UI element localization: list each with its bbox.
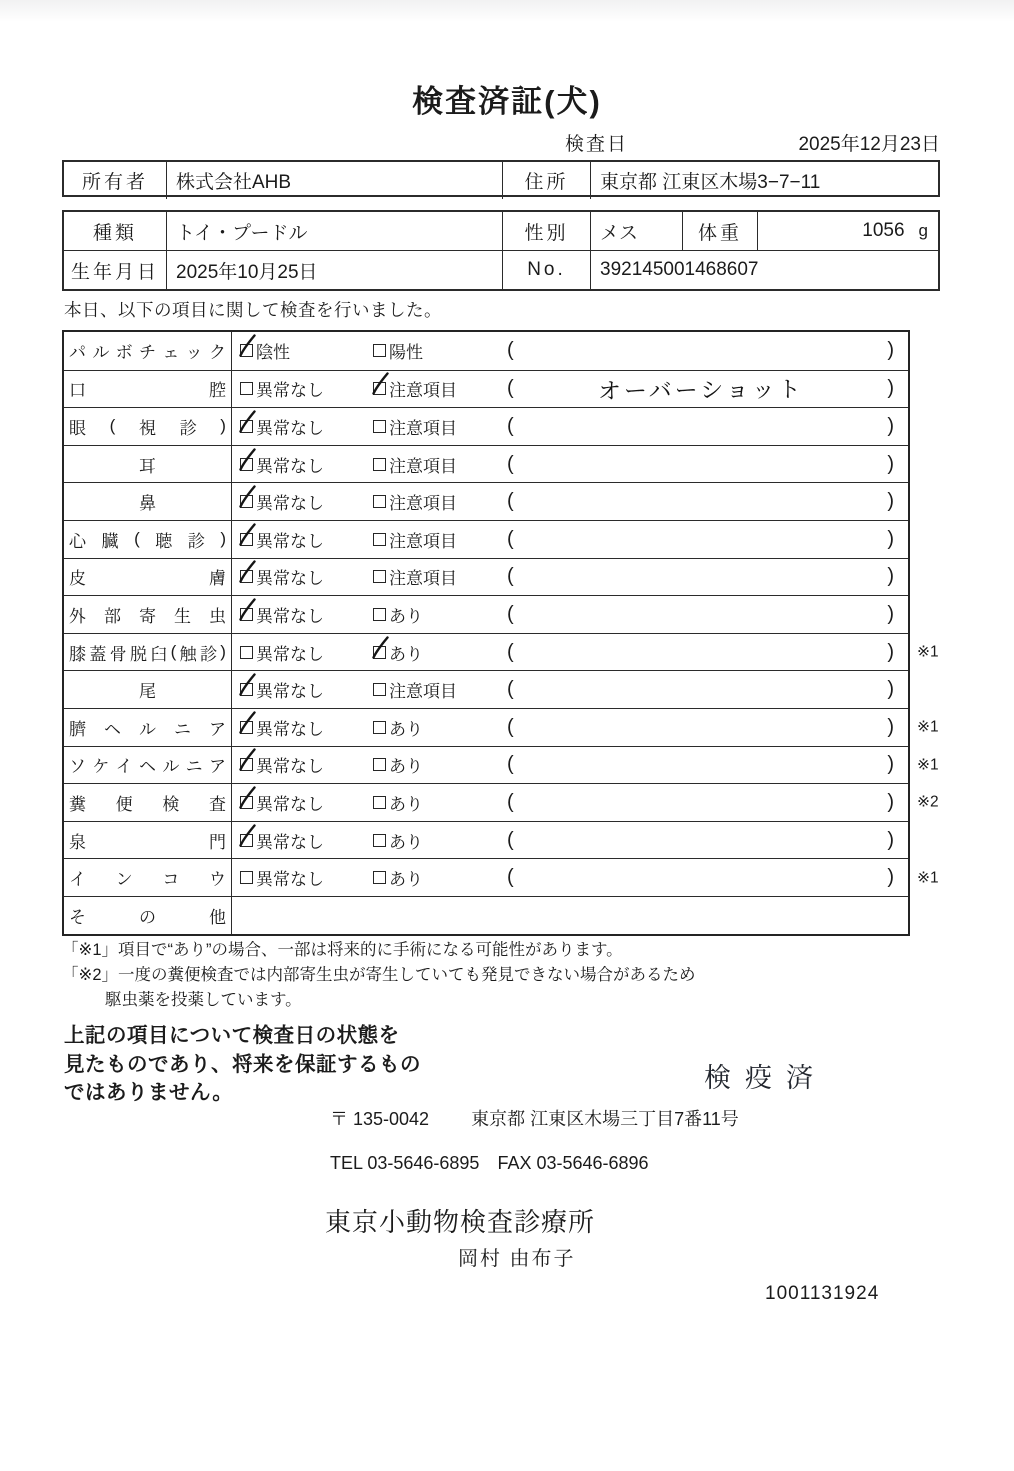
row-label: 糞 便 検 査 (64, 784, 232, 821)
checkbox-icon (373, 495, 386, 508)
option-label: 異常なし (256, 794, 324, 814)
paren-close: ) (887, 452, 894, 475)
row-label: 鼻 (64, 483, 232, 520)
sex-label: 性別 (503, 212, 591, 250)
checklist-row (64, 821, 908, 859)
option-label: 注意項目 (389, 494, 457, 514)
paren-open: ( (507, 828, 514, 851)
check-mark-icon (237, 447, 259, 473)
intro-sentence: 本日、以下の項目に関して検査を行いました。 (64, 300, 442, 320)
checkbox-icon (240, 834, 253, 847)
note-area (507, 453, 908, 476)
option-label: 注意項目 (389, 569, 457, 589)
checkbox-icon (373, 570, 386, 583)
option-label: 異常なし (256, 381, 324, 401)
checkbox-option (373, 452, 507, 477)
paren-open: ( (507, 790, 514, 813)
checkbox-icon (373, 871, 386, 884)
handwritten-note (514, 838, 888, 842)
checkbox-option (373, 677, 507, 702)
row-options (232, 784, 908, 821)
checkbox-option (373, 640, 507, 665)
option-label: あり (389, 832, 423, 852)
row-options (232, 408, 908, 445)
clinic-tel: TEL 03-5646-6895 (330, 1153, 480, 1173)
checklist-body (64, 332, 939, 934)
checkbox-icon (373, 796, 386, 809)
birthdate-value: 2025年10月25日 (167, 251, 503, 289)
footnote-mark: ※1 (917, 869, 939, 887)
checkbox-icon (240, 458, 253, 471)
note-area (507, 716, 908, 739)
row-options (232, 483, 908, 520)
checkbox-icon (240, 608, 253, 621)
row-options (232, 897, 908, 934)
checkbox-icon (240, 344, 253, 357)
checkbox-icon (373, 420, 386, 433)
option-label: 異常なし (256, 870, 324, 890)
veterinarian-name: 岡村 由布子 (458, 1248, 576, 1270)
row-options (232, 371, 908, 408)
checkbox-icon (240, 382, 253, 395)
checklist-row (64, 558, 908, 596)
paren-close: ) (887, 414, 894, 437)
checkbox-option (240, 564, 373, 589)
disclaimer-line-2: 見たものであり、将来を保証するもの (64, 1052, 421, 1076)
paren-open: ( (507, 640, 514, 663)
serial-number: 1001131924 (765, 1283, 880, 1304)
checkbox-option (240, 790, 373, 815)
checkbox-icon (240, 570, 253, 583)
no-label: No. (503, 251, 591, 289)
check-mark-icon (237, 597, 259, 623)
option-label: 異常なし (256, 832, 324, 852)
checklist-row (64, 482, 908, 520)
option-label: あり (389, 757, 423, 777)
checkbox-option (240, 640, 373, 665)
handwritten-note (514, 349, 888, 353)
inspection-date-row (62, 129, 940, 153)
checkbox-icon (240, 420, 253, 433)
paren-close: ) (887, 678, 894, 701)
scan-artifact (0, 0, 1014, 22)
option-label: あり (389, 794, 423, 814)
handwritten-note (514, 876, 888, 880)
checklist-row (64, 670, 908, 708)
check-mark-icon (237, 522, 259, 548)
weight-value: 1056 (862, 220, 905, 241)
paren-open: ( (507, 715, 514, 738)
sex-value: メス (591, 212, 683, 250)
row-label: 臍 ヘ ル ニ ア (64, 709, 232, 746)
checklist-row (64, 896, 908, 934)
check-mark-icon (237, 747, 259, 773)
checkbox-option (373, 752, 507, 777)
option-label: あり (389, 870, 423, 890)
row-options (232, 747, 908, 784)
checkbox-option (373, 564, 507, 589)
checkbox-option (373, 527, 507, 552)
checklist-row (64, 370, 908, 408)
paren-open: ( (507, 339, 514, 362)
row-options (232, 559, 908, 596)
checkbox-icon (373, 382, 386, 395)
row-label: 外 部 寄 生 虫 (64, 596, 232, 633)
checkbox-icon (373, 758, 386, 771)
checkbox-option (373, 715, 507, 740)
breed-label: 種類 (64, 212, 167, 250)
footnote-2: 「※2」一度の糞便検査では内部寄生虫が寄生していても発見できない場合があるため (62, 966, 696, 984)
row-options (232, 521, 908, 558)
checkbox-icon (373, 721, 386, 734)
check-mark-icon (237, 559, 259, 585)
owner-value: 株式会社AHB (167, 162, 503, 199)
owner-info-box (62, 160, 940, 197)
check-mark-icon (237, 785, 259, 811)
paren-open: ( (507, 602, 514, 625)
paren-close: ) (887, 640, 894, 663)
clinic-tel-line (330, 1153, 649, 1174)
row-label: そ の 他 (64, 897, 232, 934)
check-mark-icon (237, 710, 259, 736)
checkbox-option (240, 715, 373, 740)
row-options (232, 634, 908, 671)
checkbox-icon (240, 495, 253, 508)
weight-value-cell (758, 212, 938, 250)
checkbox-option (240, 865, 373, 890)
option-label: 注意項目 (389, 381, 457, 401)
option-label: 異常なし (256, 494, 324, 514)
clinic-postal-code: 〒 135-0042 (330, 1109, 430, 1129)
note-area (507, 372, 908, 405)
row-label: 泉 門 (64, 822, 232, 859)
check-mark-icon (370, 635, 392, 661)
check-mark-icon (237, 484, 259, 510)
checklist-row (64, 858, 939, 896)
option-label: 注意項目 (389, 418, 457, 438)
clinic-name: 東京小動物検査診療所 (325, 1207, 596, 1237)
no-value: 392145001468607 (600, 259, 759, 280)
option-label: 異常なし (256, 456, 324, 476)
checkbox-option (373, 790, 507, 815)
check-mark-icon (370, 371, 392, 397)
checkbox-option (373, 338, 507, 363)
option-label: 注意項目 (389, 531, 457, 551)
note-area (507, 490, 908, 513)
handwritten-note (514, 537, 888, 541)
checkbox-option (240, 376, 373, 401)
row-label: 口 腔 (64, 371, 232, 408)
checklist-row (64, 708, 939, 746)
option-label: 異常なし (256, 418, 324, 438)
row-options (232, 859, 908, 896)
option-label: 異常なし (256, 682, 324, 702)
checkbox-option (373, 414, 507, 439)
row-label: 眼 ( 視 診 ) (64, 408, 232, 445)
address-value: 東京都 江東区木場3−7−11 (600, 172, 821, 193)
checkbox-option (240, 527, 373, 552)
handwritten-note (514, 688, 888, 692)
checkbox-option (373, 865, 507, 890)
footnote-mark: ※2 (917, 793, 939, 811)
checkbox-icon (240, 533, 253, 546)
row-label: 心 臓 ( 聴 診 ) (64, 521, 232, 558)
paren-open: ( (507, 753, 514, 776)
checklist-row (64, 445, 908, 483)
checkbox-option (373, 489, 507, 514)
check-mark-icon (237, 409, 259, 435)
note-area (507, 565, 908, 588)
option-label: 注意項目 (389, 456, 457, 476)
paren-open: ( (507, 565, 514, 588)
option-label: 陽性 (389, 343, 423, 363)
checklist-row (64, 407, 908, 445)
checkbox-icon (373, 458, 386, 471)
checklist-row (64, 332, 908, 370)
note-area (507, 791, 908, 814)
row-options (232, 446, 908, 483)
option-label: あり (389, 719, 423, 739)
paren-open: ( (507, 490, 514, 513)
animal-info-box (62, 210, 940, 291)
note-area (507, 415, 908, 438)
handwritten-note (514, 462, 888, 466)
footnote-mark: ※1 (917, 643, 939, 661)
paren-open: ( (507, 414, 514, 437)
option-label: 異常なし (256, 569, 324, 589)
footnote-mark: ※1 (917, 718, 939, 736)
checkbox-option (373, 828, 507, 853)
option-label: あり (389, 606, 423, 626)
row-label: 皮 膚 (64, 559, 232, 596)
footnote-1: 「※1」項目で“あり”の場合、一部は将来的に手術になる可能性があります。 (62, 941, 623, 959)
checklist-row (64, 746, 939, 784)
inspection-date-value: 2025年12月23日 (798, 134, 940, 155)
check-mark-icon (237, 672, 259, 698)
paren-close: ) (887, 339, 894, 362)
row-options (232, 709, 908, 746)
checklist-table (62, 330, 939, 936)
row-options (232, 822, 908, 859)
paren-open: ( (507, 452, 514, 475)
row-label: 尾 (64, 671, 232, 708)
checkbox-icon (373, 834, 386, 847)
checkbox-icon (373, 683, 386, 696)
option-label: 異常なし (256, 719, 324, 739)
checklist-row (64, 595, 908, 633)
paren-open: ( (507, 678, 514, 701)
row-label: イ ン コ ウ (64, 859, 232, 896)
handwritten-note (514, 725, 888, 729)
option-label: 異常なし (256, 644, 324, 664)
inspection-date-label: 検査日 (565, 134, 629, 155)
check-mark-icon (237, 823, 259, 849)
checkbox-option (240, 677, 373, 702)
paren-open: ( (507, 377, 514, 400)
note-area (507, 603, 908, 626)
footnote-mark: ※1 (917, 756, 939, 774)
note-area (507, 528, 908, 551)
row-label: ソ ケ イ ヘ ル ニ ア (64, 747, 232, 784)
checkbox-icon (373, 533, 386, 546)
checkbox-option (240, 602, 373, 627)
paren-close: ) (887, 715, 894, 738)
checkbox-icon (373, 344, 386, 357)
checkbox-option (240, 414, 373, 439)
checkbox-icon (240, 796, 253, 809)
option-label: 異常なし (256, 606, 324, 626)
footnote-2-continued: 駆虫薬を投薬しています。 (105, 991, 302, 1009)
checkbox-icon (240, 646, 253, 659)
note-area (507, 339, 908, 362)
paren-close: ) (887, 565, 894, 588)
checkbox-icon (240, 721, 253, 734)
paren-close: ) (887, 753, 894, 776)
row-label: 膝 蓋 骨 脱 臼 ( 触 診 ) (64, 634, 232, 671)
option-label: 異常なし (256, 757, 324, 777)
handwritten-note (514, 612, 888, 616)
checklist-row (64, 783, 939, 821)
clinic-postal-line (330, 1105, 739, 1131)
paren-open: ( (507, 527, 514, 550)
quarantine-stamp: 検疫済 (704, 1063, 827, 1093)
row-label: 耳 (64, 446, 232, 483)
checkbox-icon (373, 646, 386, 659)
handwritten-note (514, 575, 888, 579)
paren-close: ) (887, 790, 894, 813)
handwritten-note (514, 650, 888, 654)
row-options (232, 332, 908, 370)
note-area (507, 678, 908, 701)
checklist-row (64, 633, 939, 671)
checkbox-option (240, 452, 373, 477)
disclaimer-line-3: ではありません。 (64, 1081, 234, 1104)
handwritten-note (514, 500, 888, 504)
row-options (232, 596, 908, 633)
check-mark-icon (237, 333, 259, 359)
weight-unit: g (918, 221, 928, 240)
footnotes (62, 938, 696, 1013)
clinic-address: 東京都 江東区木場三丁目7番11号 (471, 1109, 739, 1129)
checkbox-option (240, 752, 373, 777)
checkbox-option (373, 602, 507, 627)
note-area (507, 829, 908, 852)
paren-close: ) (887, 527, 894, 550)
weight-label: 体重 (683, 212, 758, 250)
checklist-row (64, 520, 908, 558)
option-label: 注意項目 (389, 682, 457, 702)
owner-label: 所有者 (64, 162, 167, 199)
clinic-fax: FAX 03-5646-6896 (497, 1153, 649, 1173)
handwritten-note (514, 763, 888, 767)
checkbox-option (373, 376, 507, 401)
checkbox-icon (240, 871, 253, 884)
birthdate-label: 生年月日 (64, 251, 167, 289)
disclaimer (64, 1022, 421, 1108)
paren-close: ) (887, 602, 894, 625)
option-label: 異常なし (256, 531, 324, 551)
document-title: 検査済証(犬) (412, 84, 602, 119)
breed-value: トイ・プードル (167, 212, 503, 250)
paren-close: ) (887, 490, 894, 513)
paren-close: ) (887, 866, 894, 889)
checkbox-icon (240, 758, 253, 771)
note-area (507, 866, 908, 889)
handwritten-note: オーバーショット (597, 376, 804, 405)
row-label: パ ル ボ チ ェ ッ ク (64, 332, 232, 370)
handwritten-note (514, 425, 888, 429)
row-options (232, 671, 908, 708)
checkbox-option (240, 489, 373, 514)
address-label: 住所 (503, 162, 591, 199)
note-area (507, 753, 908, 776)
paren-open: ( (507, 866, 514, 889)
checkbox-icon (373, 608, 386, 621)
paren-close: ) (887, 377, 894, 400)
checkbox-option (240, 338, 373, 363)
option-label: あり (389, 644, 423, 664)
disclaimer-line-1: 上記の項目について検査日の状態を (64, 1024, 400, 1047)
handwritten-note (514, 800, 888, 804)
paren-close: ) (887, 828, 894, 851)
option-label: 陰性 (256, 343, 290, 363)
note-area (507, 641, 908, 664)
checkbox-icon (240, 683, 253, 696)
checkbox-option (240, 828, 373, 853)
